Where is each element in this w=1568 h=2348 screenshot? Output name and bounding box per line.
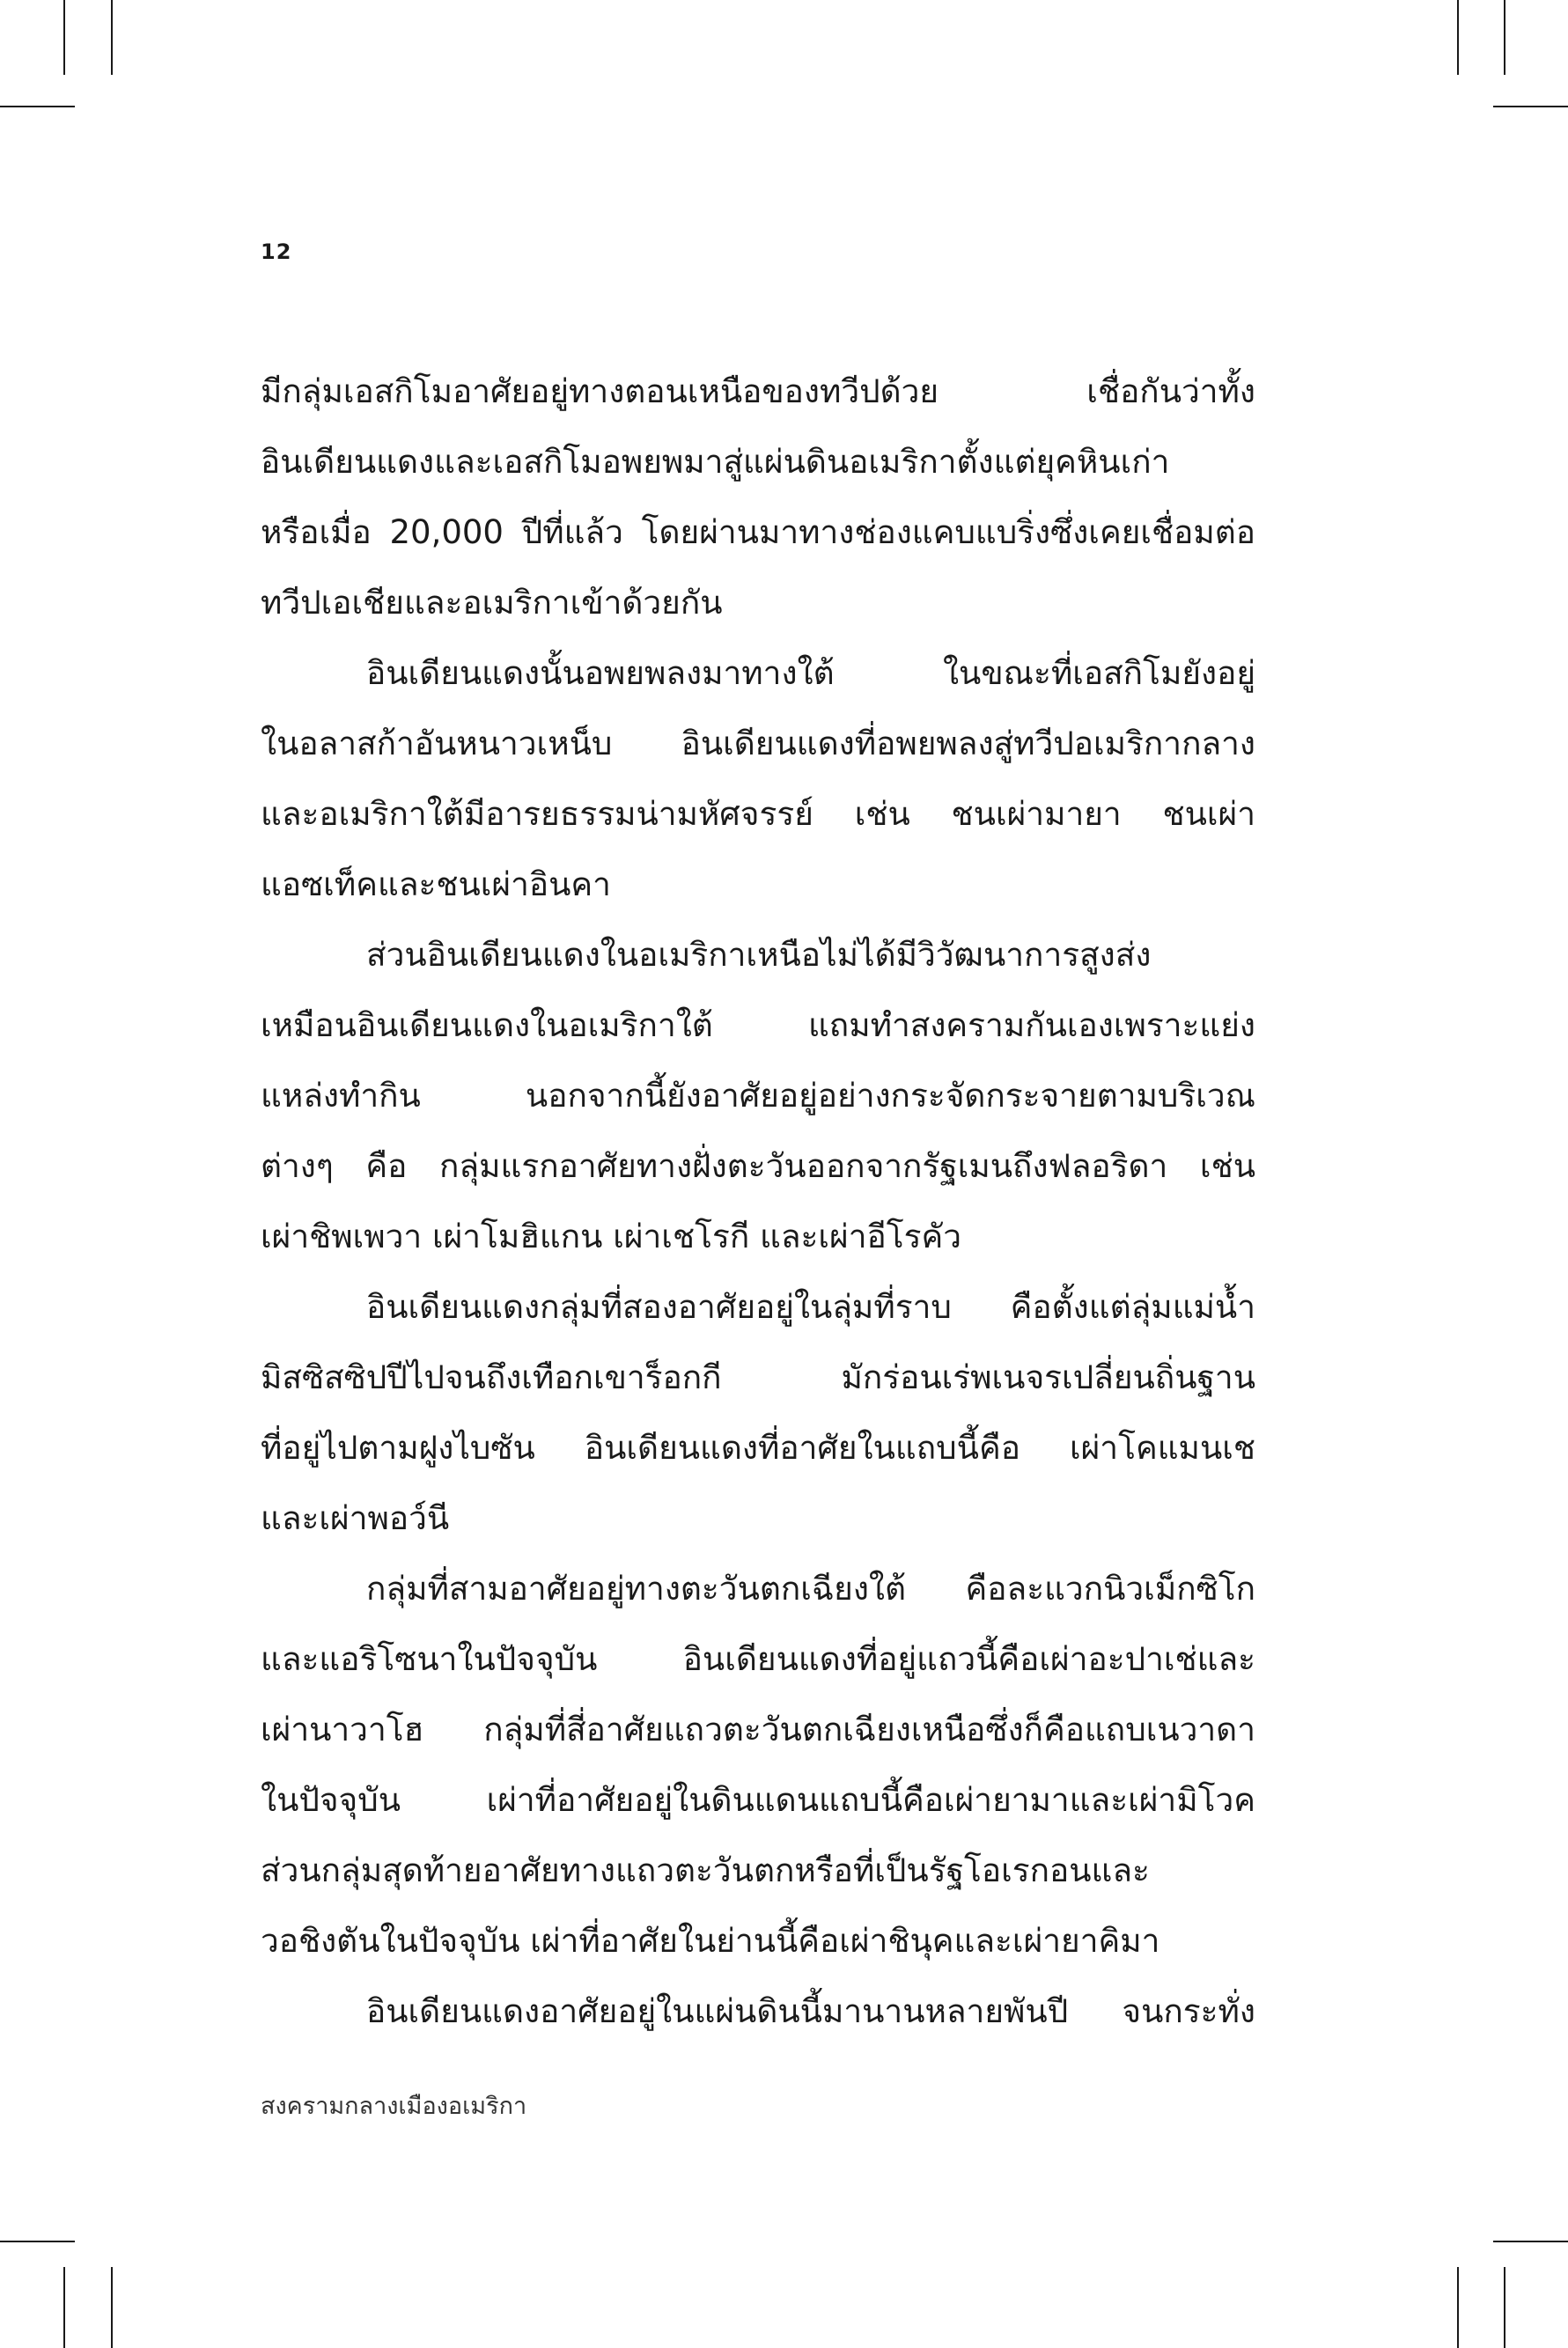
text-line: ส่วนกลุ่มสุดท้ายอาศัยทางแถวตะวันตกหรือที่เป็นรัฐโอเรกอนและ: [261, 1851, 1150, 1889]
text-line: กลุ่มที่สามอาศัยอยู่ทางตะวันตกเฉียงใต้ คือละแวกนิวเม็กซิโก: [366, 1570, 1255, 1608]
crop-mark: [1504, 2267, 1505, 2348]
text-line: ในปัจจุบัน เผ่าที่อาศัยอยู่ในดินแดนแถบนี้คือเผ่ายามาและเผ่ามิโวค: [261, 1781, 1255, 1819]
text-line: แอซเท็คและชนเผ่าอินคา: [261, 865, 611, 903]
text-line: มิสซิสซิปปีไปจนถึงเทือกเขาร็อกกี มักร่อนเร่พเนจรเปลี่ยนถิ่นฐาน: [261, 1358, 1255, 1396]
text-line: ส่วนอินเดียนแดงในอเมริกาเหนือไม่ได้มีวิวัฒนาการสูงส่ง: [366, 936, 1152, 974]
crop-mark: [0, 2241, 75, 2242]
crop-mark: [1457, 2267, 1459, 2348]
text-line: เหมือนอินเดียนแดงในอเมริกาใต้ แถมทำสงครามกันเองเพราะแย่ง: [261, 1006, 1255, 1044]
text-line: อินเดียนแดงและเอสกิโมอพยพมาสู่แผ่นดินอเมริกาตั้งแต่ยุคหินเก่า: [261, 443, 1170, 481]
text-line: อินเดียนแดงอาศัยอยู่ในแผ่นดินนี้มานานหลายพันปี จนกระทั่ง: [366, 1992, 1255, 2030]
body-text: [261, 357, 1255, 2047]
text-line: และเผ่าพอว์นี: [261, 1499, 450, 1537]
text-line: แหล่งทำกิน นอกจากนี้ยังอาศัยอยู่อย่างกระจัดกระจายตามบริเวณ: [261, 1077, 1255, 1115]
crop-mark: [1457, 0, 1459, 75]
page-number: 12: [261, 239, 292, 264]
text-line: อินเดียนแดงกลุ่มที่สองอาศัยอยู่ในลุ่มที่ราบ คือตั้งแต่ลุ่มแม่น้ำ: [366, 1288, 1255, 1326]
crop-mark: [1493, 106, 1568, 107]
text-line: ต่างๆ คือ กลุ่มแรกอาศัยทางฝั่งตะวันออกจากรัฐเมนถึงฟลอริดา เช่น: [261, 1147, 1255, 1185]
crop-mark: [111, 0, 113, 75]
crop-mark: [63, 2267, 65, 2348]
text-line: วอชิงตันในปัจจุบัน เผ่าที่อาศัยในย่านนี้คือเผ่าชินุคและเผ่ายาคิมา: [261, 1922, 1160, 1960]
text-line: มีกลุ่มเอสกิโมอาศัยอยู่ทางตอนเหนือของทวีปด้วย เชื่อกันว่าทั้ง: [261, 372, 1255, 410]
running-footer-title: สงครามกลางเมืองอเมริกา: [261, 2093, 527, 2120]
text-line: เผ่านาวาโฮ กลุ่มที่สี่อาศัยแถวตะวันตกเฉียงเหนือซึ่งก็คือแถบเนวาดา: [261, 1711, 1255, 1748]
text-line: ที่อยู่ไปตามฝูงไบซัน อินเดียนแดงที่อาศัยในแถบนี้คือ เผ่าโคแมนเช: [261, 1429, 1255, 1467]
text-line: เผ่าชิพเพวา เผ่าโมฮิแกน เผ่าเชโรกี และเผ่าอีโรคัว: [261, 1218, 961, 1255]
text-line: และอเมริกาใต้มีอารยธรรมน่ามหัศจรรย์ เช่น ชนเผ่ามายา ชนเผ่า: [261, 795, 1255, 833]
text-line: หรือเมื่อ 20,000 ปีที่แล้ว โดยผ่านมาทางช่องแคบแบริ่งซึ่งเคยเชื่อมต่อ: [261, 513, 1255, 551]
text-line: อินเดียนแดงนั้นอพยพลงมาทางใต้ ในขณะที่เอสกิโมยังอยู่: [366, 654, 1255, 692]
text-line: ทวีปเอเชียและอเมริกาเข้าด้วยกัน: [261, 584, 723, 622]
crop-mark: [1504, 0, 1505, 75]
crop-mark: [63, 0, 65, 75]
text-line: ในอลาสก้าอันหนาวเหน็บ อินเดียนแดงที่อพยพลงสู่ทวีปอเมริกากลาง: [261, 725, 1255, 762]
text-line: และแอริโซนาในปัจจุบัน อินเดียนแดงที่อยู่แถวนี้คือเผ่าอะปาเช่และ: [261, 1640, 1255, 1678]
crop-mark: [111, 2267, 113, 2348]
crop-mark: [1493, 2241, 1568, 2242]
crop-mark: [0, 106, 75, 107]
